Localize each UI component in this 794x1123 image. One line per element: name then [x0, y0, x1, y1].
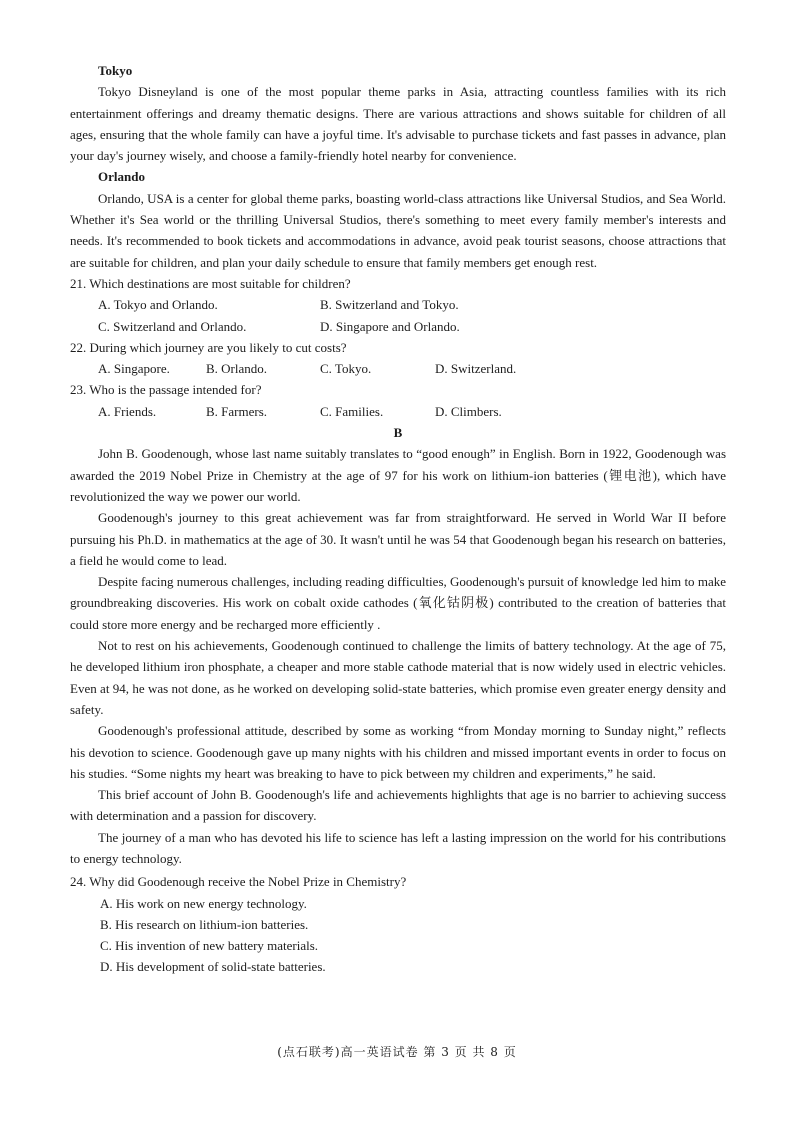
question-22-option-c: C. Tokyo.	[320, 361, 372, 377]
question-23-option-b: B. Farmers.	[206, 403, 268, 419]
page-content	[70, 60, 726, 978]
question-22-option-b: B. Orlando.	[206, 361, 268, 377]
question-21-option-d: D. Singapore and Orlando.	[320, 318, 460, 334]
section-b-label: B	[393, 425, 403, 441]
passage-b-paragraph-7: The journey of a man who has devoted his life to science has left a lasting impression on the world for his contributions to energy technology.	[70, 829, 726, 866]
question-22-options	[98, 358, 726, 379]
question-21-option-c: C. Switzerland and Orlando.	[98, 318, 247, 334]
question-23-option-c: C. Families.	[320, 403, 384, 419]
question-23-stem: 23. Who is the passage intended for?	[70, 382, 262, 398]
question-24-option-b: B. His research on lithium-ion batteries.	[100, 916, 309, 932]
tokyo-heading: Tokyo	[98, 63, 133, 78]
question-21-options-row-2	[98, 316, 726, 337]
question-24-option-c: C. His invention of new battery materials.	[100, 938, 319, 954]
question-24-stem: 24. Why did Goodenough receive the Nobel Prize in Chemistry?	[70, 874, 407, 890]
question-22-option-d: D. Switzerland.	[435, 361, 517, 377]
question-22-stem: 22. During which journey are you likely to cut costs?	[70, 339, 347, 355]
passage-b-paragraph-1: John B. Goodenough, whose last name suitably translates to “good enough” in English. Born in 1922, Goodenough was awarded the 2019 Nobel Prize in Chemistry at the age of 97 for his work on lithium-ion batteries (锂电池), which have revolutionized the way we power our world.	[70, 446, 726, 504]
question-21-options-row-1	[98, 294, 726, 315]
passage-b-paragraph-4: Not to rest on his achievements, Goodenough continued to challenge the limits of battery technology. At the age of 75, he developed lithium iron phosphate, a cheaper and more stable cathode material that is now widely used in electric vehicles. Even at 94, he was not done, as he worked on developing solid-state batteries, which promise even greater energy density and safety.	[70, 638, 726, 717]
passage-b-paragraph-5: Goodenough's professional attitude, described by some as working “from Monday morning to Sunday night,” reflects his devotion to science. Goodenough gave up many nights with his children and missed important events in order to focus on his studies. “Some nights my heart was breaking to have to pick between my children and experiments,” he said.	[70, 723, 726, 781]
question-21-option-a: A. Tokyo and Orlando.	[98, 297, 218, 313]
question-24-option-d: D. His development of solid-state batteries.	[100, 959, 326, 975]
passage-b-paragraph-3: Despite facing numerous challenges, including reading difficulties, Goodenough's pursuit of knowledge led him to make groundbreaking discoveries. His work on cobalt oxide cathodes (氧化钴阴极) contributed to the creation of batteries that could store more energy and be recharged more efficiently .	[70, 574, 726, 632]
tokyo-paragraph: Tokyo Disneyland is one of the most popular theme parks in Asia, attracting countless families with its rich entertainment offerings and dreamy thematic designs. There are various attractions and shows suitable for children of all ages, ensuring that the whole family can have a joyful time. It's advisable to purchase tickets and fast passes in advance, plan your day's journey wisely, and choose a family-friendly hotel nearby for convenience.	[70, 84, 726, 164]
question-24-option-a: A. His work on new energy technology.	[100, 895, 307, 911]
orlando-paragraph: Orlando, USA is a center for global theme parks, boasting world-class attractions like Universal Studios, and Sea World. Whether it's Sea world or the thrilling Universal Studios, there's something to meet every family member's interests and needs. It's recommended to book tickets and accommodations in advance, avoid peak tourist seasons, choose attractions that are suitable for children, and plan your daily schedule to ensure that family members get enough rest.	[70, 190, 726, 270]
question-21-stem: 21. Which destinations are most suitable for children?	[70, 275, 351, 291]
passage-b-paragraph-6: This brief account of John B. Goodenough's life and achievements highlights that age is no barrier to achieving success with determination and a passion for discovery.	[70, 787, 726, 824]
page-footer: (点石联考)高一英语试卷 第 3 页 共 8 页	[277, 1045, 517, 1059]
question-22-option-a: A. Singapore.	[98, 361, 170, 377]
question-23-options	[98, 401, 726, 422]
question-23-option-d: D. Climbers.	[435, 403, 502, 419]
question-21-option-b: B. Switzerland and Tokyo.	[320, 297, 459, 313]
orlando-heading: Orlando	[98, 169, 145, 185]
passage-b-paragraph-2: Goodenough's journey to this great achievement was far from straightforward. He served in World War II before pursuing his Ph.D. in mathematics at the age of 30. It wasn't until he was 54 that Goodenough began his research on batteries, a field he would come to lead.	[70, 510, 726, 568]
question-23-option-a: A. Friends.	[98, 403, 157, 419]
